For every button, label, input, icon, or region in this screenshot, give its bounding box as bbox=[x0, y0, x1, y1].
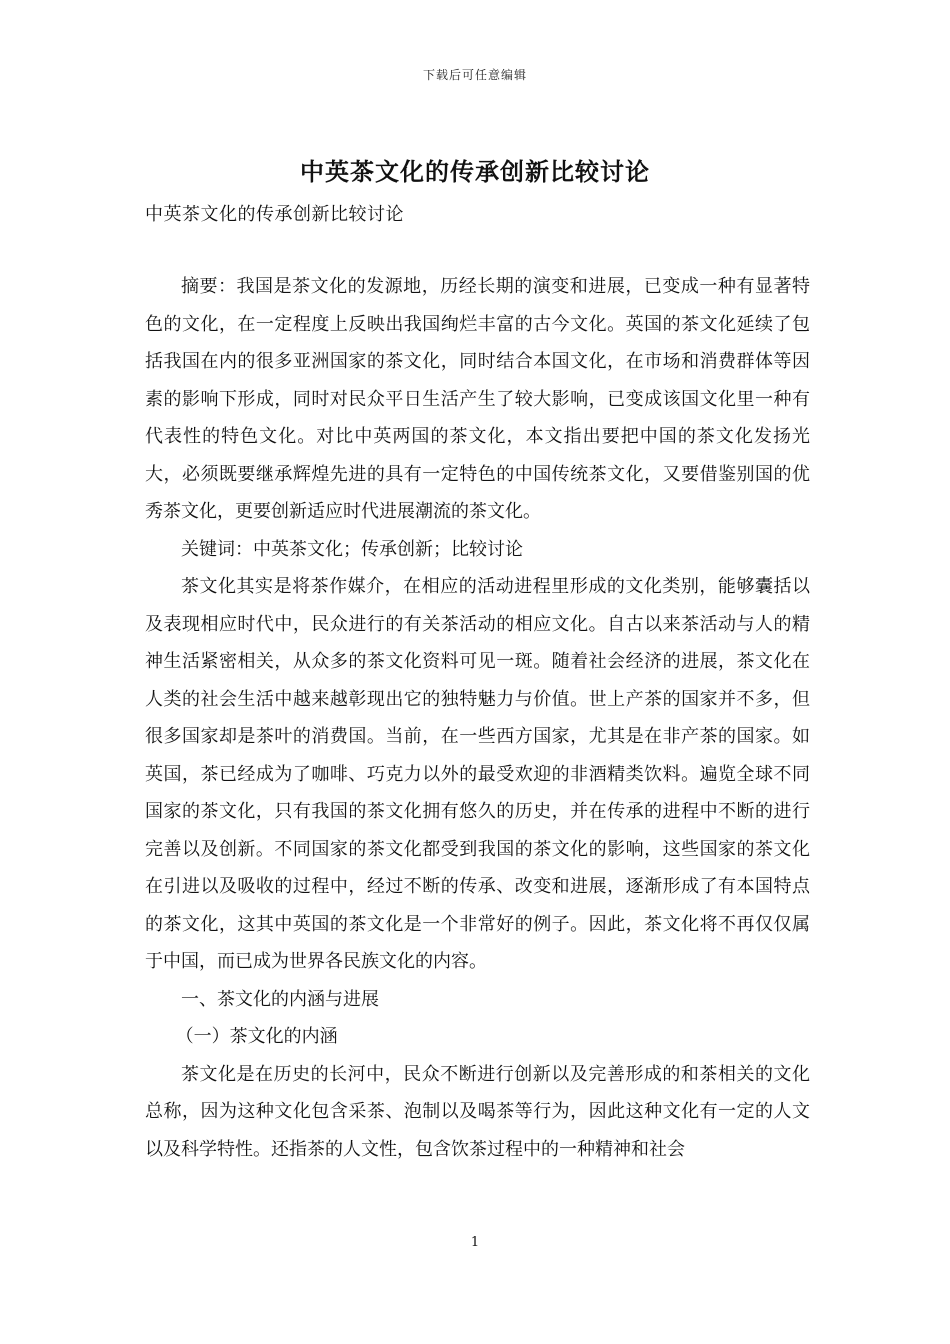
document-subtitle: 中英茶文化的传承创新比较讨论 bbox=[145, 204, 404, 225]
document-title: 中英茶文化的传承创新比较讨论 bbox=[300, 157, 650, 186]
body-paragraph: 茶文化是在历史的长河中，民众不断进行创新以及完善形成的和茶相关的文化总称，因为这种文化包含采茶、泡制以及喝茶等行为，因此这种文化有一定的人文以及科学特性。还指茶的人文性，包含饮茶过程中的一种精神和社会 bbox=[145, 1063, 810, 1160]
subsection-heading: （一）茶文化的内涵 bbox=[175, 1026, 338, 1047]
section-heading: 一、茶文化的内涵与进展 bbox=[181, 988, 379, 1010]
page-number: 1 bbox=[470, 1235, 480, 1250]
abstract-paragraph: 摘要：我国是茶文化的发源地，历经长期的演变和进展，已变成一种有显著特色的文化，在一定程度上反映出我国绚烂丰富的古今文化。英国的茶文化延续了包括我国在内的很多亚洲国家的茶文化，同时结合本国文化，在市场和消费群体等因素的影响下形成，同时对民众平日生活产生了较大影响，已变成该国文化里一种有代表性的特色文化。对比中英两国的茶文化，本文指出要把中国的茶文化发扬光大，必须既要继承辉煌先进的具有一定特色的中国传统茶文化，又要借鉴别国的优秀茶文化，更要创新适应时代进展潮流的茶文化。 bbox=[145, 276, 810, 522]
intro-paragraph: 茶文化其实是将茶作媒介，在相应的活动进程里形成的文化类别，能够囊括以及表现相应时代中，民众进行的有关茶活动的相应文化。自古以来茶活动与人的精神生活紧密相关，从众多的茶文化资料可见一斑。随着社会经济的进展，茶文化在人类的社会生活中越来越彰现出它的独特魅力与价值。世上产茶的国家并不多，但很多国家却是茶叶的消费国。当前，在一些西方国家，尤其是在非产茶的国家。如英国，茶已经成为了咖啡、巧克力以外的最受欢迎的非酒精类饮料。遍览全球不同国家的茶文化，只有我国的茶文化拥有悠久的历史，并在传承的进程中不断的进行完善以及创新。不同国家的茶文化都受到我国的茶文化的影响，这些国家的茶文化在引进以及吸收的过程中，经过不断的传承、改变和进展，逐渐形成了有本国特点的茶文化，这其中英国的茶文化是一个非常好的例子。因此，茶文化将不再仅仅属于中国，而已成为世界各民族文化的内容。 bbox=[145, 576, 810, 972]
document-body bbox=[145, 268, 810, 1168]
page-header-note: 下载后可任意编辑 bbox=[422, 68, 527, 82]
keywords-paragraph: 关键词：中英茶文化；传承创新；比较讨论 bbox=[181, 538, 523, 560]
